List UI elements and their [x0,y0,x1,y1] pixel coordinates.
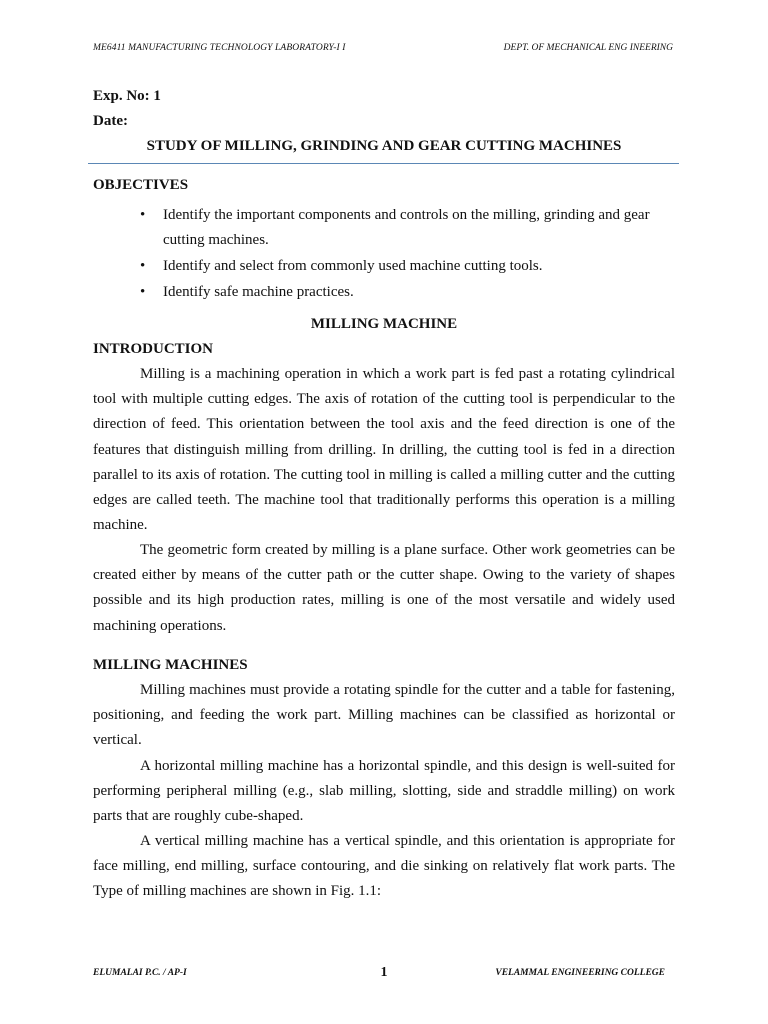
footer-author: ELUMALAI P.C. / AP-I [93,968,187,978]
milling-machines-heading: MILLING MACHINES [93,657,248,673]
milling-machines-paragraph-2: A horizontal milling machine has a horizontal spindle, and this design is well-suited for performing peripheral milling (e.g., slab milling, slotting, side and straddle milling) on work parts that are roughly cube-shaped. [93,758,675,825]
bullet-icon: • [140,207,146,223]
bullet-icon: • [140,258,146,274]
objectives-heading: OBJECTIVES [93,177,189,193]
milling-machine-heading: MILLING MACHINE [310,316,458,332]
bullet-icon: • [140,284,146,300]
page-number: 1 [380,965,388,980]
introduction-paragraph-2: The geometric form created by milling is a plane surface. Other work geometries can be created either by means of the cutter path or the cutter shape. Owing to the variety of shapes possible and its high production rates, milling is one of the most versatile and widely used machining operations. [93,542,675,634]
list-item: • Identify safe machine practices. [93,280,675,305]
introduction-paragraph-1: Milling is a machining operation in which a work part is fed past a rotating cylindrical tool with multiple cutting edges. The axis of rotation of the cutting tool is perpendicular to the direction of feed. This orientation between the tool axis and the feed direction is one of the features that distinguish milling from drilling. In drilling, the cutting tool is fed in a direction parallel to its axis of rotation. The cutting tool in milling is called a milling cutter and the cutting edges are called teeth. The machine tool that traditionally performs this operation is a milling machine. [93,366,675,534]
title-divider [88,163,679,164]
milling-machines-paragraph-3: A vertical milling machine has a vertical spindle, and this orientation is appropriate for face milling, end milling, surface contouring, and die sinking on relatively flat work parts. The Type of milling machines are shown in Fig. 1.1: [93,833,675,900]
header-department: DEPT. OF MECHANICAL ENG INEERING [503,43,673,53]
experiment-number: Exp. No: 1 [93,88,161,104]
document-title: STUDY OF MILLING, GRINDING AND GEAR CUTTING MACHINES [146,138,622,154]
objectives-list [93,203,675,306]
list-item: • Identify and select from commonly used machine cutting tools. [93,254,675,279]
list-item: • Identify the important components and controls on the milling, grinding and gear cutting machines. [93,203,675,253]
milling-machines-paragraph-1: Milling machines must provide a rotating spindle for the cutter and a table for fastening, positioning, and feeding the work part. Milling machines can be classified as horizontal or vertical. [93,682,675,749]
date-label: Date: [93,113,128,129]
footer-college: VELAMMAL ENGINEERING COLLEGE [495,968,665,978]
header-course-title: ME6411 MANUFACTURING TECHNOLOGY LABORATORY-I I [93,43,346,53]
introduction-heading: INTRODUCTION [93,341,214,357]
